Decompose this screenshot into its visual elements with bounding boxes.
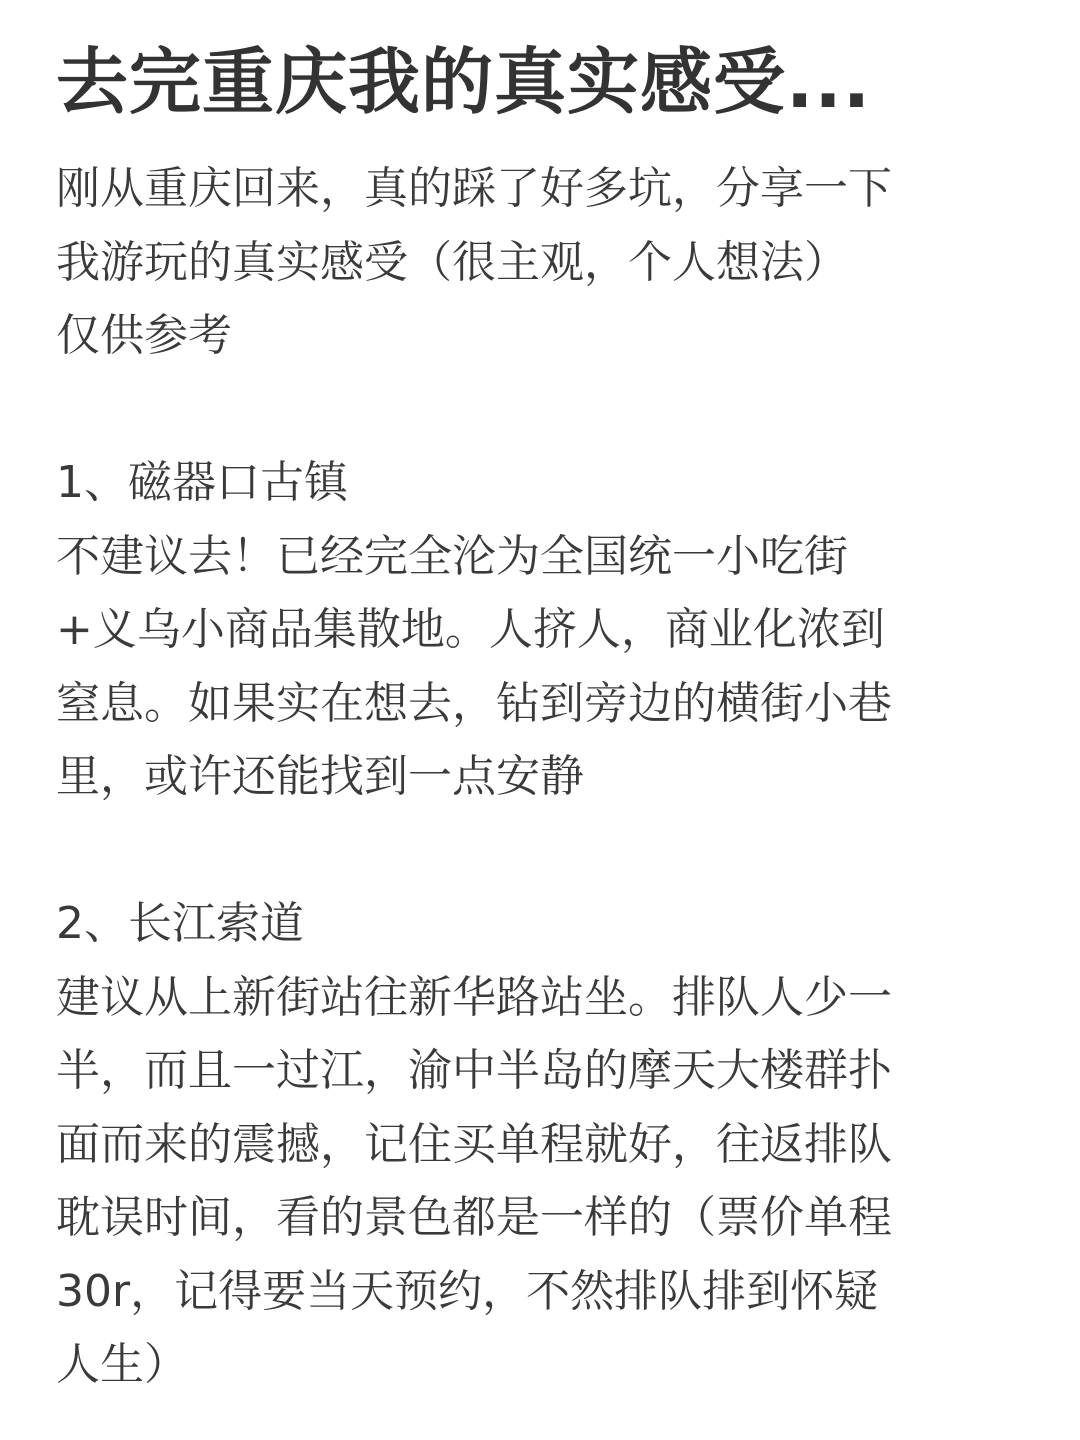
section-cableway <box>56 887 976 1402</box>
section-heading: 1、磁器口古镇 <box>56 457 348 508</box>
section-line: 不建议去！已经完全沦为全国统一小吃街 <box>56 530 848 582</box>
section-line: 耽误时间，看的景色都是一样的（票价单程 <box>56 1192 892 1243</box>
section-line: 面而来的震撼，记住买单程就好，往返排队 <box>56 1118 892 1170</box>
intro-line: 我游玩的真实感受（很主观，个人想法） <box>56 236 848 288</box>
paragraph-gap <box>56 814 976 888</box>
paragraph-gap <box>56 373 976 447</box>
intro-line: 仅供参考 <box>56 310 232 361</box>
intro-paragraph <box>56 152 976 373</box>
intro-line: 刚从重庆回来，真的踩了好多坑，分享一下 <box>56 163 892 214</box>
section-line: 里，或许还能找到一点安静 <box>56 751 584 802</box>
note-page <box>56 36 976 1402</box>
page-title: 去完重庆我的真实感受... <box>56 40 872 124</box>
section-line: +义乌小商品集散地。人挤人，商业化浓到 <box>56 604 885 655</box>
section-ciqikou <box>56 446 976 814</box>
section-line: 窒息。如果实在想去，钻到旁边的横街小巷 <box>56 677 892 729</box>
section-line: 半，而且一过江，渝中半岛的摩天大楼群扑 <box>56 1045 892 1096</box>
section-line: 人生） <box>56 1339 188 1390</box>
section-heading: 2、长江索道 <box>56 898 304 949</box>
section-line: 建议从上新街站往新华路站坐。排队人少一 <box>56 971 892 1023</box>
section-line: 30r，记得要当天预约，不然排队排到怀疑 <box>56 1265 879 1317</box>
